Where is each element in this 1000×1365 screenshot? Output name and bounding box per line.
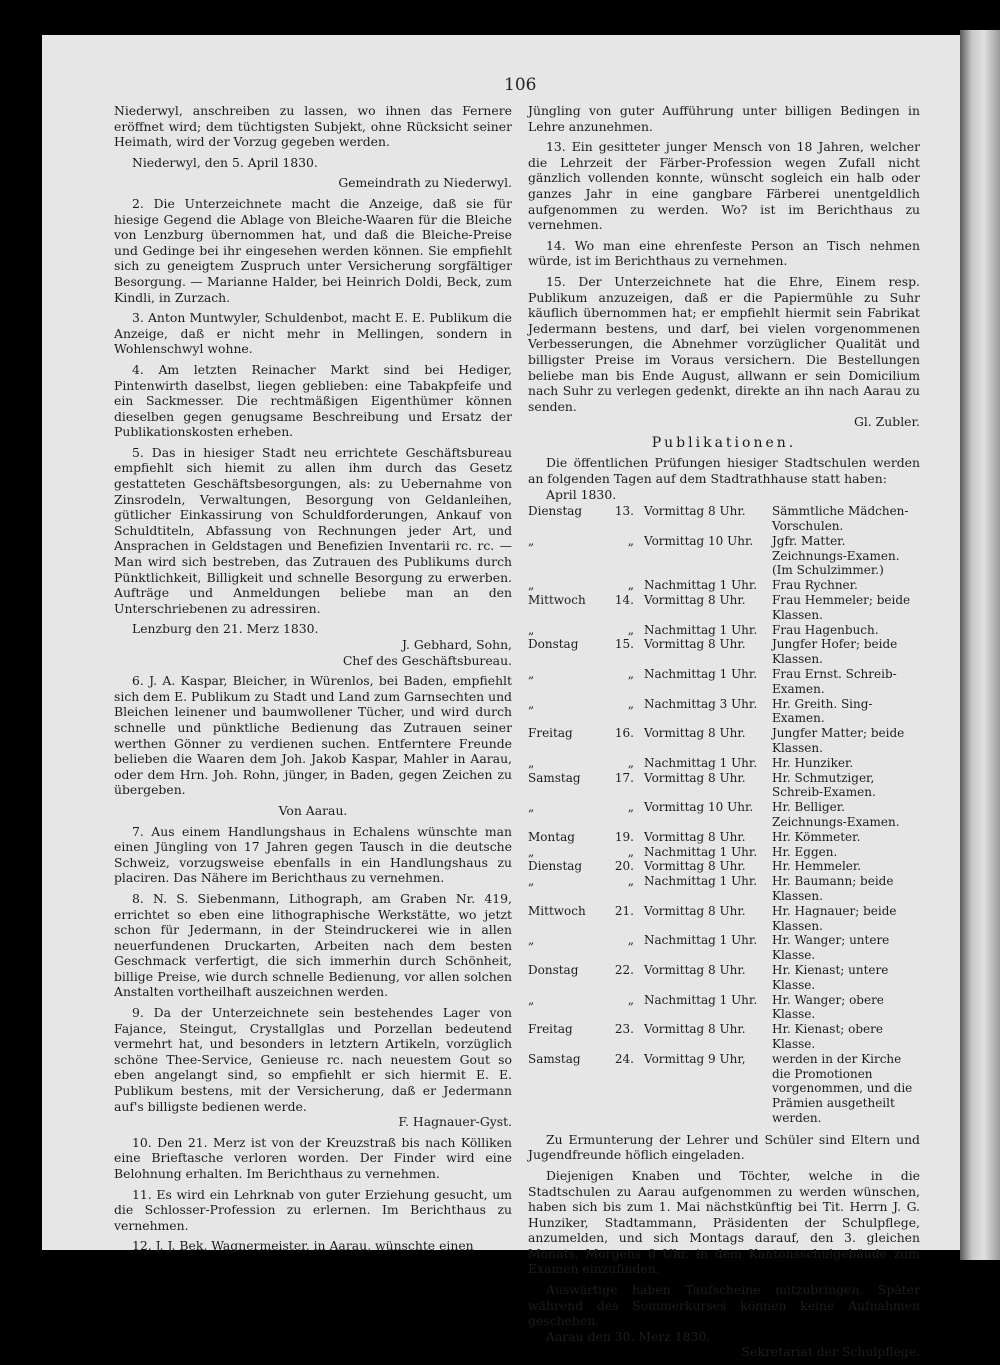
notice-5-date: Lenzburg den 21. Merz 1830. bbox=[132, 621, 319, 637]
schedule-description: Frau Ernst. Schreib-Examen. bbox=[772, 667, 897, 696]
schedule-description: Sämmtliche Mädchen-Vorschulen. bbox=[772, 504, 909, 534]
schedule-day: „ bbox=[528, 533, 535, 548]
notice-1-date: Niederwyl, den 5. April 1830. bbox=[132, 154, 318, 170]
notice-15-signature: Gl. Zubler. bbox=[853, 414, 920, 430]
schedule-date: 22. bbox=[614, 962, 634, 977]
schedule-description: Hr. Schmutziger, Schreib-Examen. bbox=[772, 770, 876, 800]
schedule-day: Mittwoch bbox=[528, 903, 586, 918]
schedule-description: werden in der Kirche die Promotionen vorgenommen, und die Prämien ausgetheilt werden. bbox=[772, 1051, 913, 1125]
schedule-row bbox=[528, 504, 920, 534]
schedule-description: Hr. Hagnauer; beide Klassen. bbox=[772, 903, 897, 933]
notice-1-signature: Gemeindrath zu Niederwyl. bbox=[338, 175, 512, 191]
schedule-description: Frau Hemmeler; beide Klassen. bbox=[772, 593, 911, 622]
schedule-date: „ bbox=[627, 874, 634, 889]
schedule-day: Dienstag bbox=[528, 859, 583, 874]
schedule-description: Hr. Kienast; untere Klasse. bbox=[772, 962, 889, 992]
schedule-description: Hr. Belliger. Zeichnungs-Examen. bbox=[772, 800, 900, 829]
schedule-row bbox=[528, 667, 920, 697]
schedule-day: Samstag bbox=[528, 770, 581, 785]
notice-11: 11. Es wird ein Lehrknab von guter Erziehung gesucht, um die Schlosser-Profession zu erlernen. Im Berichthaus zu vernehmen. bbox=[114, 1186, 512, 1233]
schedule-day: „ bbox=[528, 874, 535, 889]
notice-14: 14. Wo man eine ehrenfeste Person an Tisch nehmen würde, ist im Berichthaus zu vernehmen. bbox=[528, 237, 920, 269]
schedule-time: Nachmittag 3 Uhr. bbox=[644, 696, 758, 711]
schedule-description: Jgfr. Matter. Zeichnungs-Examen. (Im Schulzimmer.) bbox=[772, 533, 900, 578]
newspaper-page bbox=[42, 35, 960, 1360]
exam-schedule-table bbox=[528, 504, 920, 1125]
left-column bbox=[114, 103, 512, 1259]
schedule-date: 23. bbox=[614, 1022, 634, 1037]
notice-2: 2. Die Unterzeichnete macht die Anzeige, daß sie für hiesige Gegend die Ablage von Bleiche-Waaren für die Bleiche von Lenzburg übernommen hat, und daß die Bleiche-Preise und Gedinge bei ihr eingesehen werden können. Sie empfiehlt sich zu geneigtem Zuspruch unter Versicherung sorgfältiger Besorgung. — Marianne Halder, bei Heinrich Doldi, Beck, zum Kindli, in Zurzach. bbox=[114, 195, 512, 305]
schedule-time: Vormittag 8 Uhr. bbox=[644, 504, 746, 519]
notice-13: 13. Ein gesitteter junger Mensch von 18 Jahren, welcher die Lehrzeit der Färber-Profession wegen Zufall nicht gänzlich vollenden konnte, wünscht sogleich ein halb oder ganzes Jahr in eine gangbare Färberei unentgeldlich aufgenommen zu werden. Wo? ist im Berichthaus zu vernehmen. bbox=[528, 139, 920, 233]
schedule-time: Vormittag 8 Uhr. bbox=[644, 1022, 746, 1037]
section-heading-aarau: Von Aarau. bbox=[278, 802, 348, 818]
schedule-row bbox=[528, 1052, 920, 1126]
schedule-row bbox=[528, 623, 920, 638]
schedule-day: „ bbox=[528, 755, 535, 770]
schedule-date: „ bbox=[627, 533, 634, 548]
schedule-row bbox=[528, 771, 920, 801]
schedule-date: „ bbox=[627, 578, 634, 593]
schedule-day: „ bbox=[528, 800, 535, 815]
schedule-row bbox=[528, 726, 920, 756]
schedule-date: „ bbox=[627, 933, 634, 948]
schedule-row bbox=[528, 859, 920, 874]
notice-4: 4. Am letzten Reinacher Markt sind bei Hediger, Pintenwirth daselbst, liegen geblieben: eine Tabakpfeife und ein Sackmesser. Die rechtmäßigen Eigenthümer können dieselben gegen genugsame Beschreibung und Ersatz der Publikationskosten erheben. bbox=[114, 361, 512, 440]
schedule-date: „ bbox=[627, 622, 634, 637]
notice-6: 6. J. A. Kaspar, Bleicher, in Würenlos, bei Baden, empfiehlt sich dem E. Publikum zu Stadt und Land zum Garnsechten und Bleichen leinener und baumwollener Tücher, und wird durch schnelle und pünktliche Bedienung das Zutrauen seiner werthen Gönner zu verdienen suchen. Entferntere Freunde belieben die Waaren dem Joh. Jakob Kaspar, Mahler in Aarau, oder dem Hrn. Joh. Rohn, jünger, in Baden, gegen Zeichen zu übergeben. bbox=[114, 673, 512, 798]
schedule-date: „ bbox=[627, 696, 634, 711]
schedule-time: Vormittag 10 Uhr. bbox=[644, 533, 754, 548]
schedule-time: Vormittag 8 Uhr. bbox=[644, 962, 746, 977]
baptism-note: Auswärtige haben Taufscheine mitzubringen. Später während des Sommerkurses können keine Aufnahmen geschehen. bbox=[528, 1282, 920, 1329]
exam-month: April 1830. bbox=[546, 486, 617, 502]
schedule-day: Mittwoch bbox=[528, 593, 586, 608]
schedule-day: „ bbox=[528, 667, 535, 682]
schedule-time: Nachmittag 1 Uhr. bbox=[644, 667, 758, 682]
schedule-description: Jungfer Matter; beide Klassen. bbox=[772, 726, 905, 755]
schedule-time: Vormittag 8 Uhr. bbox=[644, 829, 746, 844]
notice-7: 7. Aus einem Handlungshaus in Echalens wünschte man einen Jüngling von 17 Jahren gegen Tausch in die deutsche Schweiz, vorzugsweise ebenfalls in ein Handlungshaus zu placiren. Das Nähere im Berichthaus zu vernehmen. bbox=[114, 823, 512, 886]
schedule-time: Nachmittag 1 Uhr. bbox=[644, 992, 758, 1007]
schedule-date: „ bbox=[627, 992, 634, 1007]
publications-heading: Publikationen. bbox=[651, 434, 797, 451]
schedule-row bbox=[528, 963, 920, 993]
schedule-row bbox=[528, 845, 920, 860]
page-number: 106 bbox=[504, 75, 537, 95]
schedule-time: Vormittag 8 Uhr. bbox=[644, 726, 746, 741]
book-spine-edge bbox=[960, 30, 1000, 1260]
closing-signature: Sekretariat der Schulpflege. bbox=[741, 1344, 920, 1360]
schedule-date: „ bbox=[627, 667, 634, 682]
schedule-description: Jungfer Hofer; beide Klassen. bbox=[772, 637, 898, 667]
schedule-day: „ bbox=[528, 844, 535, 859]
schedule-time: Nachmittag 1 Uhr. bbox=[644, 622, 758, 637]
schedule-row bbox=[528, 874, 920, 904]
notice-8: 8. N. S. Siebenmann, Lithograph, am Graben Nr. 419, errichtet so eben eine lithographische Werkstätte, wo jetzt schon für Jedermann, in der Steindruckerei wie in allen neuerfundenen Druckarten, Arbeiten nach dem besten Geschmack verfertigt, die sich immerhin durch Schönheit, billige Preise, wie durch schnelle Bedienung, vor allen solchen Anstalten vortheilhaft auszeichnen werden. bbox=[114, 890, 512, 1000]
schedule-time: Vormittag 8 Uhr. bbox=[644, 770, 746, 785]
schedule-date: „ bbox=[627, 800, 634, 815]
schedule-date: „ bbox=[627, 844, 634, 859]
schedule-date: 15. bbox=[614, 637, 634, 652]
schedule-row bbox=[528, 830, 920, 845]
schedule-day: Samstag bbox=[528, 1051, 581, 1066]
encouragement-note: Zu Ermunterung der Lehrer und Schüler sind Eltern und Jugendfreunde höflich eingeladen. bbox=[528, 1131, 920, 1163]
schedule-description: Hr. Hemmeler. bbox=[772, 859, 862, 874]
schedule-day: Montag bbox=[528, 829, 575, 844]
schedule-date: 24. bbox=[614, 1051, 634, 1066]
notice-3: 3. Anton Muntwyler, Schuldenbot, macht E. E. Publikum die Anzeige, daß er nicht mehr in Mellingen, sondern in Wohlenschwyl wohne. bbox=[114, 310, 512, 357]
schedule-description: Hr. Wanger; untere Klasse. bbox=[772, 933, 890, 963]
schedule-time: Vormittag 8 Uhr. bbox=[644, 859, 746, 874]
admission-note: Diejenigen Knaben und Töchter, welche in die Stadtschulen zu Aarau aufgenommen zu werden wünschen, haben sich bis zum 1. Mai nächstkünftig bei Tit. Herrn J. G. Hunziker, Stadtammann, Präsidenten der Schulpflege, anzumelden, und sich Montags darauf, den 3. gleichen Monats, Morgens 8 Uhr, in dem Kantonsschulgebäude zum Examen einzufinden. bbox=[528, 1167, 920, 1277]
schedule-date: „ bbox=[627, 755, 634, 770]
schedule-day: „ bbox=[528, 696, 535, 711]
schedule-date: 13. bbox=[614, 504, 634, 519]
schedule-day: „ bbox=[528, 992, 535, 1007]
notice-12-continued: Jüngling von guter Aufführung unter billigen Bedingen in Lehre anzunehmen. bbox=[528, 103, 920, 134]
schedule-time: Vormittag 8 Uhr. bbox=[644, 593, 746, 608]
schedule-row bbox=[528, 697, 920, 727]
schedule-description: Hr. Hunziker. bbox=[772, 755, 854, 770]
schedule-row bbox=[528, 933, 920, 963]
schedule-row bbox=[528, 534, 920, 578]
schedule-day: Donstag bbox=[528, 637, 579, 652]
schedule-row bbox=[528, 637, 920, 667]
schedule-time: Nachmittag 1 Uhr. bbox=[644, 844, 758, 859]
notice-1-text: Niederwyl, anschreiben zu lassen, wo ihnen das Fernere eröffnet wird; dem tüchtigsten Subjekt, ohne Rücksicht seiner Heimath, wird der Vorzug gegeben werden. bbox=[114, 103, 512, 150]
schedule-day: „ bbox=[528, 933, 535, 948]
schedule-time: Nachmittag 1 Uhr. bbox=[644, 933, 758, 948]
notice-10: 10. Den 21. Merz ist von der Kreuzstraß bis nach Kölliken eine Brieftasche verloren worden. Der Finder wird eine Belohnung erhalten. Im Berichthaus zu vernehmen. bbox=[114, 1134, 512, 1181]
notice-5-signature: J. Gebhard, Sohn, bbox=[402, 637, 512, 652]
schedule-day: Freitag bbox=[528, 726, 573, 741]
schedule-date: 16. bbox=[614, 726, 634, 741]
schedule-date: 19. bbox=[614, 829, 634, 844]
notice-15: 15. Der Unterzeichnete hat die Ehre, Einem resp. Publikum anzuzeigen, daß er die Papiermühle zu Suhr käuflich übernommen hat; er empfiehlt hiermit sein Fabrikat Jedermann bestens, und darf, bei vielen vorgenommenen Verbesserungen, die Abnehmer vorzüglicher Qualität und billigster Preise im Voraus versichern. Die Bestellungen beliebe man bis Ende August, allwann er sein Domicilium nach Suhr zu verlegen gedenkt, direkte an ihn nach Aarau zu senden. bbox=[528, 273, 920, 414]
schedule-time: Vormittag 9 Uhr, bbox=[644, 1051, 746, 1066]
schedule-time: Vormittag 8 Uhr. bbox=[644, 903, 746, 918]
schedule-day: „ bbox=[528, 578, 535, 593]
schedule-description: Hr. Baumann; beide Klassen. bbox=[772, 874, 894, 903]
schedule-row bbox=[528, 904, 920, 934]
schedule-time: Nachmittag 1 Uhr. bbox=[644, 755, 758, 770]
schedule-time: Vormittag 8 Uhr. bbox=[644, 637, 746, 652]
schedule-day: Freitag bbox=[528, 1022, 573, 1037]
notice-9: 9. Da der Unterzeichnete sein bestehendes Lager von Fajance, Steingut, Crystallglas und Porzellan bedeutend vermehrt hat, und besonders in letztern Artikeln, vorzüglich schöne Thee-Service, Genieuse rc. nach neuestem Gout so eben angelangt sind, so empfiehlt er sich hiermit E. E. Publikum bestens, mit der Versicherung, daß er Jedermann auf's billigste bedienen werde. bbox=[114, 1005, 512, 1114]
right-column bbox=[528, 103, 920, 1365]
schedule-date: 17. bbox=[614, 770, 634, 785]
notice-12: 12. J. J. Bek, Wagnermeister, in Aarau, wünschte einen bbox=[132, 1238, 474, 1254]
notice-5: 5. Das in hiesiger Stadt neu errichtete Geschäftsbureau empfiehlt sich hiemit zu allen ihm durch das Gesetz gestatteten Geschäftsbesorgungen, als: zu Uebernahme von Zinsrodeln, Verwaltungen, Besorgung von Geldanleihen, gütlicher Einkassirung von Schuldforderungen, Ankauf von Schuldtiteln, Abfassung von Rechnungen jeder Art, und Ansprachen in Geldstagen und Benefizien Inventarii rc. rc. — Man wird sich bestreben, das Zutrauen des Publikums durch Pünktlichkeit, Billigkeit und schnelle Besorgung zu erwerben. Aufträge und Anmeldungen beliebe man an den Unterschriebenen zu adressiren. bbox=[114, 444, 512, 616]
notice-5-signature-title: Chef des Geschäftsbureau. bbox=[342, 652, 512, 668]
schedule-time: Nachmittag 1 Uhr. bbox=[644, 874, 758, 889]
schedule-time: Vormittag 10 Uhr. bbox=[644, 800, 754, 815]
closing-date: Aarau den 30. Merz 1830. bbox=[546, 1328, 711, 1344]
schedule-description: Hr. Wanger; obere Klasse. bbox=[772, 992, 884, 1022]
schedule-description: Hr. Kömmeter. bbox=[772, 829, 861, 844]
exam-intro: Die öffentlichen Prüfungen hiesiger Stadtschulen werden an folgenden Tagen auf dem Stadtrathhause statt haben: bbox=[528, 455, 920, 487]
schedule-description: Frau Rychner. bbox=[772, 578, 858, 593]
schedule-row bbox=[528, 800, 920, 830]
schedule-description: Frau Hagenbuch. bbox=[772, 622, 879, 637]
schedule-day: Dienstag bbox=[528, 504, 583, 519]
schedule-date: 14. bbox=[614, 593, 634, 608]
schedule-row bbox=[528, 756, 920, 771]
schedule-description: Hr. Eggen. bbox=[772, 844, 838, 859]
schedule-day: „ bbox=[528, 622, 535, 637]
schedule-row bbox=[528, 993, 920, 1023]
schedule-row bbox=[528, 578, 920, 593]
notice-9-signature: F. Hagnauer-Gyst. bbox=[398, 1114, 512, 1130]
schedule-day: Donstag bbox=[528, 962, 579, 977]
schedule-description: Hr. Greith. Sing-Examen. bbox=[772, 696, 873, 726]
schedule-time: Nachmittag 1 Uhr. bbox=[644, 578, 758, 593]
schedule-row bbox=[528, 1022, 920, 1052]
schedule-description: Hr. Kienast; obere Klasse. bbox=[772, 1022, 883, 1051]
schedule-row bbox=[528, 593, 920, 623]
schedule-date: 21. bbox=[614, 903, 634, 918]
schedule-date: 20. bbox=[614, 859, 634, 874]
